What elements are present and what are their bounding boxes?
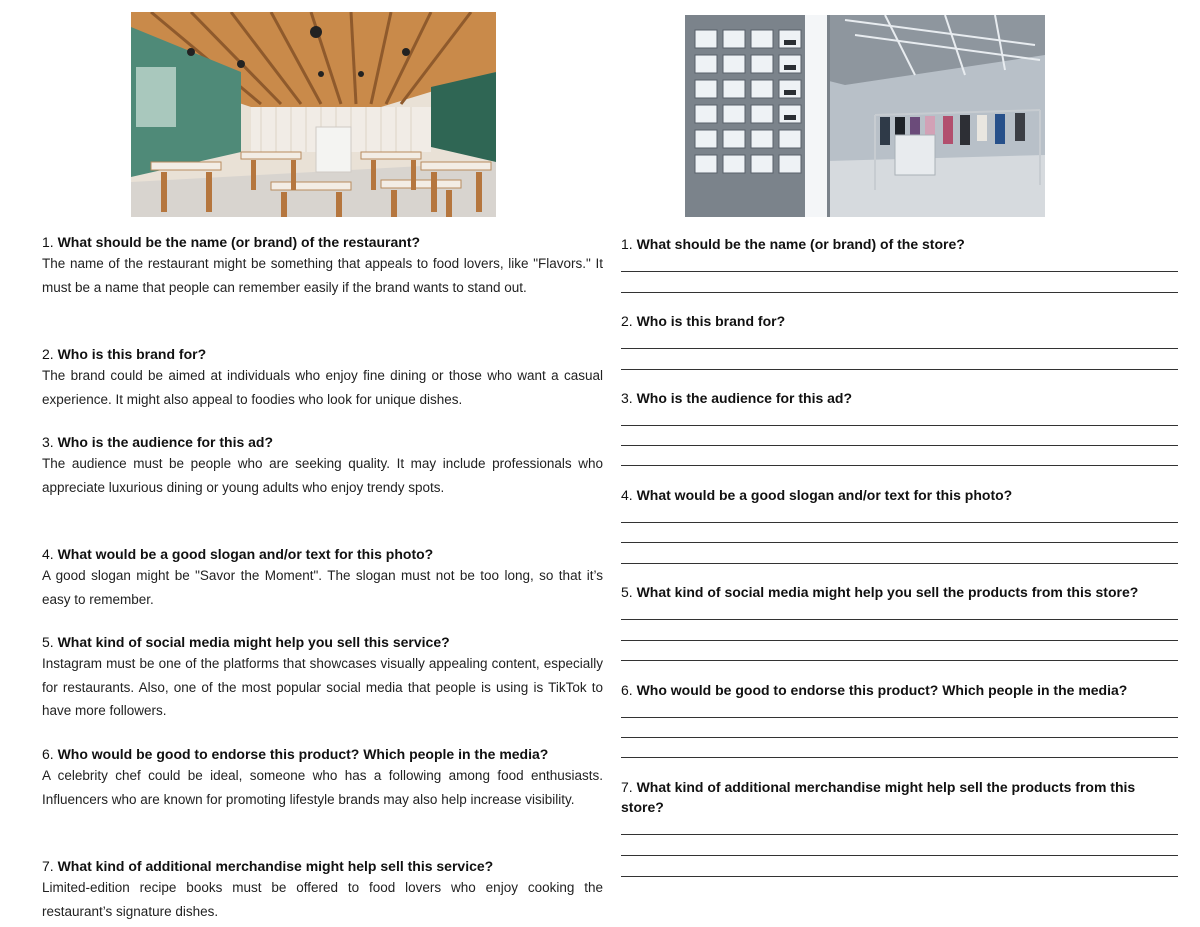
answer-line[interactable] bbox=[621, 542, 1178, 543]
clothing-store-interior-photo-icon bbox=[685, 15, 1045, 217]
answer-line[interactable] bbox=[621, 369, 1178, 370]
question: 1. What should be the name (or brand) of the restaurant? bbox=[42, 234, 421, 250]
store-question-3: 3. Who is the audience for this ad? bbox=[621, 390, 853, 406]
restaurant-qa-6 bbox=[42, 744, 603, 811]
answer-line[interactable] bbox=[621, 425, 1178, 426]
question: 7. What kind of additional merchandise might help sell this service? bbox=[42, 858, 494, 874]
answer-line[interactable] bbox=[621, 660, 1178, 661]
answer-line[interactable] bbox=[621, 876, 1178, 877]
answer: Limited-edition recipe books must be offered to food lovers who enjoy cooking the restaurant’s signature dishes. bbox=[42, 880, 603, 919]
answer-line[interactable] bbox=[621, 522, 1178, 523]
question: 4. What would be a good slogan and/or text for this photo? bbox=[42, 546, 434, 562]
answer-line[interactable] bbox=[621, 445, 1178, 446]
question: 5. What kind of social media might help you sell this service? bbox=[42, 634, 450, 650]
answer-line[interactable] bbox=[621, 855, 1178, 856]
answer-line[interactable] bbox=[621, 465, 1178, 466]
answer-line[interactable] bbox=[621, 271, 1178, 272]
answer: The audience must be people who are seeking quality. It may include professionals who appreciate luxurious dining or young adults who enjoy trendy spots. bbox=[42, 456, 603, 495]
answer-line[interactable] bbox=[621, 619, 1178, 620]
restaurant-qa-2 bbox=[42, 344, 603, 411]
answer-line[interactable] bbox=[621, 640, 1178, 641]
answer-line[interactable] bbox=[621, 717, 1178, 718]
restaurant-qa-3 bbox=[42, 432, 603, 499]
store-question-7: 7. What kind of additional merchandise might help sell the products from this store? bbox=[621, 779, 1136, 815]
restaurant-interior-photo-icon bbox=[131, 12, 496, 217]
restaurant-qa-7 bbox=[42, 856, 603, 923]
question: 3. Who is the audience for this ad? bbox=[42, 434, 274, 450]
answer-line[interactable] bbox=[621, 563, 1178, 564]
store-question-4: 4. What would be a good slogan and/or text for this photo? bbox=[621, 487, 1013, 503]
answer: The name of the restaurant might be something that appeals to food lovers, like "Flavors." It must be a name that people can remember easily if the brand wants to stand out. bbox=[42, 256, 603, 295]
answer: The brand could be aimed at individuals who enjoy fine dining or those who want a casual experience. It might also appeal to foodies who look for unique dishes. bbox=[42, 368, 603, 407]
restaurant-qa-5 bbox=[42, 632, 603, 723]
store-question-6: 6. Who would be good to endorse this product? Which people in the media? bbox=[621, 682, 1128, 698]
store-question-2: 2. Who is this brand for? bbox=[621, 313, 786, 329]
answer: A good slogan might be "Savor the Moment". The slogan must not be too long, so that it’s easy to remember. bbox=[42, 568, 603, 607]
store-question-1: 1. What should be the name (or brand) of the store? bbox=[621, 236, 965, 252]
question: 6. Who would be good to endorse this product? Which people in the media? bbox=[42, 746, 549, 762]
answer-line[interactable] bbox=[621, 348, 1178, 349]
restaurant-qa-1 bbox=[42, 232, 603, 299]
answer-line[interactable] bbox=[621, 292, 1178, 293]
answer-line[interactable] bbox=[621, 834, 1178, 835]
answer-line[interactable] bbox=[621, 737, 1178, 738]
answer: A celebrity chef could be ideal, someone who has a following among food enthusiasts. Influencers who are known for promoting lifestyle brands may also help increase visibility. bbox=[42, 768, 603, 807]
store-photo bbox=[685, 15, 1045, 217]
restaurant-qa-4 bbox=[42, 544, 603, 611]
answer-line[interactable] bbox=[621, 757, 1178, 758]
answer: Instagram must be one of the platforms that showcases visually appealing content, especially for restaurants. Also, one of the most popular social media that people is using is TikTok to have more followers. bbox=[42, 656, 603, 718]
store-question-5: 5. What kind of social media might help you sell the products from this store? bbox=[621, 584, 1139, 600]
question: 2. Who is this brand for? bbox=[42, 346, 207, 362]
restaurant-photo bbox=[131, 12, 496, 217]
